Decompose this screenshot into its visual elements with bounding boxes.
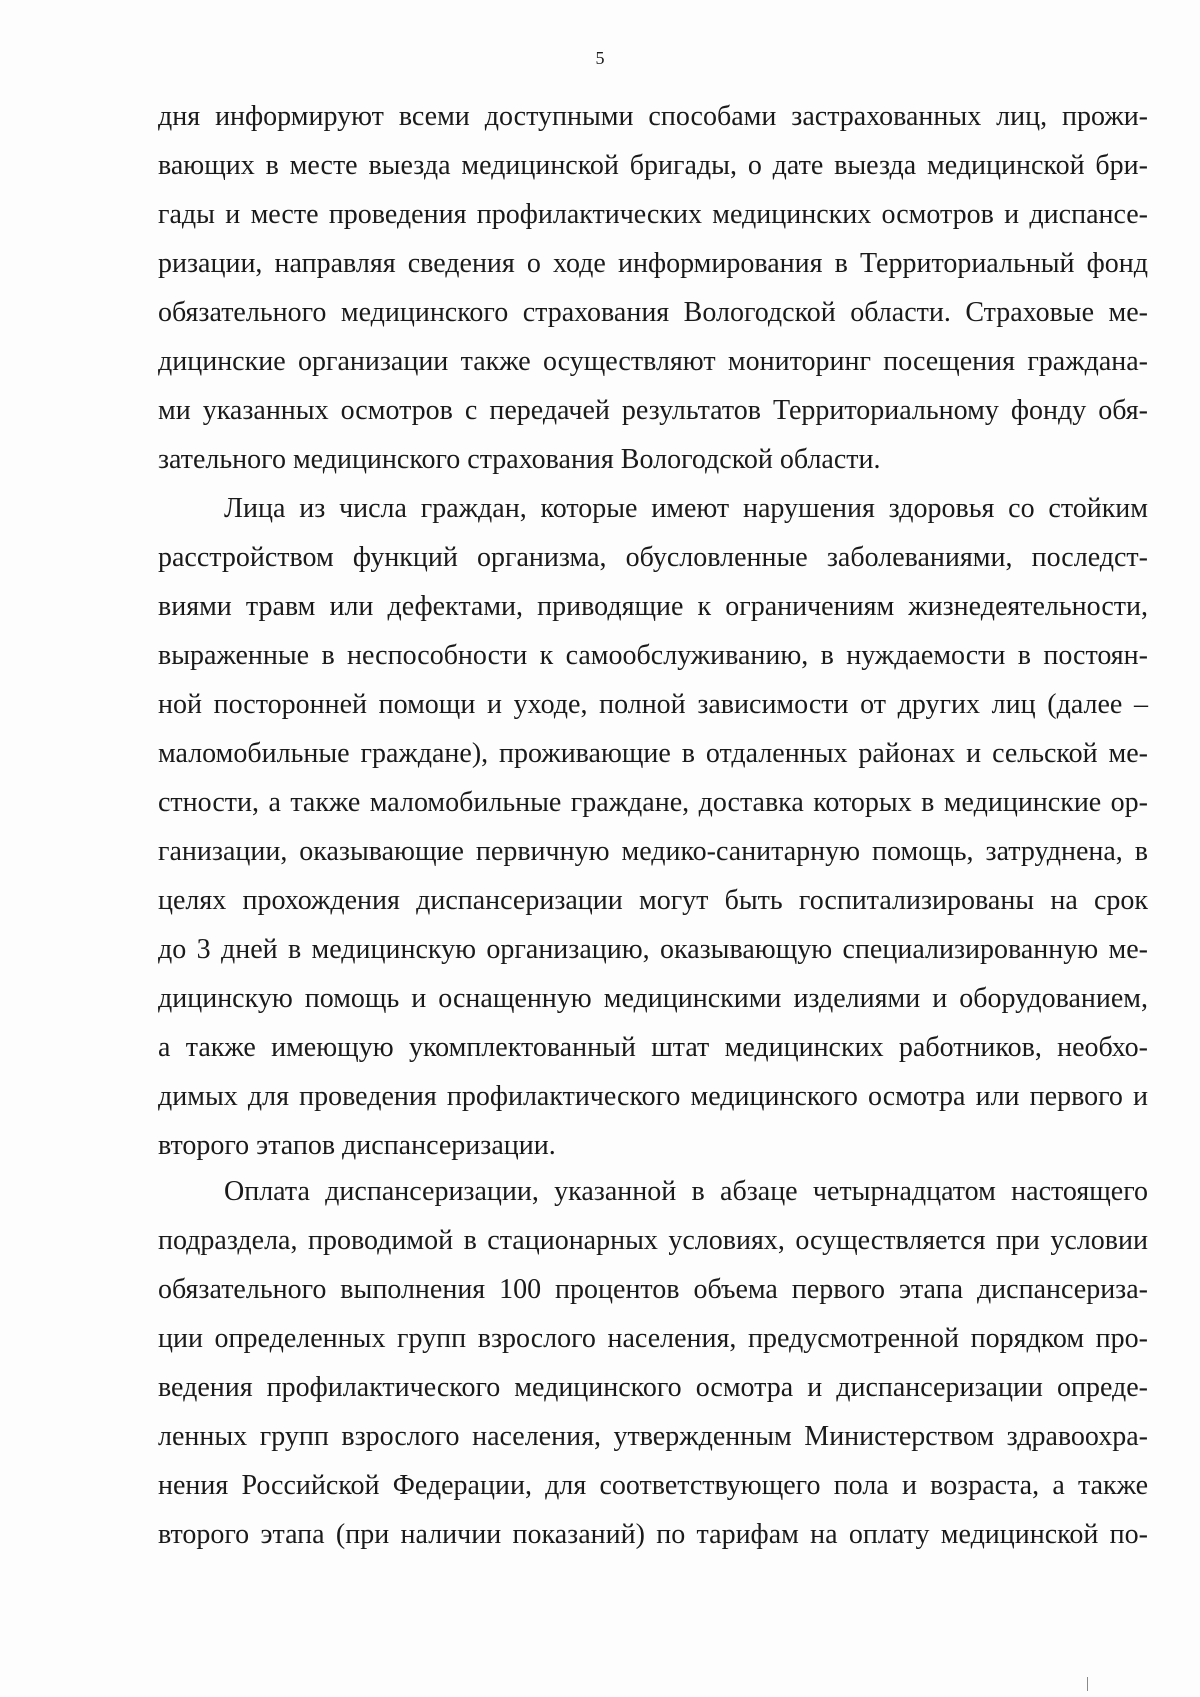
page-number: 5 (595, 48, 605, 68)
paragraph-2 (158, 484, 1148, 1170)
text-line: до 3 дней в медицинскую организацию, оказывающую специализированную ме- (158, 934, 1148, 965)
text-line: Лица из числа граждан, которые имеют нарушения здоровья со стойким (224, 493, 1148, 524)
text-line: ленных групп взрослого населения, утвержденным Министерством здравоохра- (158, 1421, 1148, 1452)
text-line: ведения профилактического медицинского осмотра и диспансеризации опреде- (158, 1372, 1148, 1403)
text-line: второго этапов диспансеризации. (158, 1130, 556, 1161)
text-line: дня информируют всеми доступными способами застрахованных лиц, прожи- (158, 101, 1148, 132)
text-line: Оплата диспансеризации, указанной в абзаце четырнадцатом настоящего (224, 1176, 1148, 1207)
text-line: ции определенных групп взрослого населения, предусмотренной порядком про- (158, 1323, 1148, 1354)
text-line: виями травм или дефектами, приводящие к ограничениям жизнедеятельности, (158, 591, 1148, 622)
text-line: ганизации, оказывающие первичную медико-санитарную помощь, затруднена, в (158, 836, 1148, 867)
text-line: зательного медицинского страхования Вологодской области. (158, 444, 881, 475)
text-line: ми указанных осмотров с передачей результатов Территориальному фонду обя- (158, 395, 1148, 426)
paragraph-3 (158, 1167, 1148, 1559)
paragraph-1 (158, 92, 1148, 484)
text-line: обязательного выполнения 100 процентов объема первого этапа диспансериза- (158, 1274, 1148, 1305)
text-line: выраженные в неспособности к самообслуживанию, в нуждаемости в постоян- (158, 640, 1148, 671)
text-line: второго этапа (при наличии показаний) по тарифам на оплату медицинской по- (158, 1519, 1148, 1550)
text-line: подраздела, проводимой в стационарных условиях, осуществляется при условии (158, 1225, 1148, 1256)
scan-margin-mark (1087, 1677, 1088, 1691)
text-line: а также имеющую укомплектованный штат медицинских работников, необхо- (158, 1032, 1148, 1063)
text-line: дицинские организации также осуществляют мониторинг посещения граждана- (158, 346, 1148, 377)
text-line: нения Российской Федерации, для соответствующего пола и возраста, а также (158, 1470, 1148, 1501)
text-line: стности, а также маломобильные граждане, доставка которых в медицинские ор- (158, 787, 1148, 818)
text-line: ной посторонней помощи и уходе, полной зависимости от других лиц (далее – (158, 689, 1148, 720)
text-line: гады и месте проведения профилактических медицинских осмотров и диспансе- (158, 199, 1148, 230)
text-line: целях прохождения диспансеризации могут быть госпитализированы на срок (158, 885, 1148, 916)
text-line: ризации, направляя сведения о ходе информирования в Территориальный фонд (158, 248, 1148, 279)
text-line: расстройством функций организма, обусловленные заболеваниями, последст- (158, 542, 1148, 573)
text-line: обязательного медицинского страхования Вологодской области. Страховые ме- (158, 297, 1148, 328)
text-line: маломобильные граждане), проживающие в отдаленных районах и сельской ме- (158, 738, 1148, 769)
text-line: дицинскую помощь и оснащенную медицинскими изделиями и оборудованием, (158, 983, 1148, 1014)
text-line: вающих в месте выезда медицинской бригады, о дате выезда медицинской бри- (158, 150, 1148, 181)
text-line: димых для проведения профилактического медицинского осмотра или первого и (158, 1081, 1148, 1112)
